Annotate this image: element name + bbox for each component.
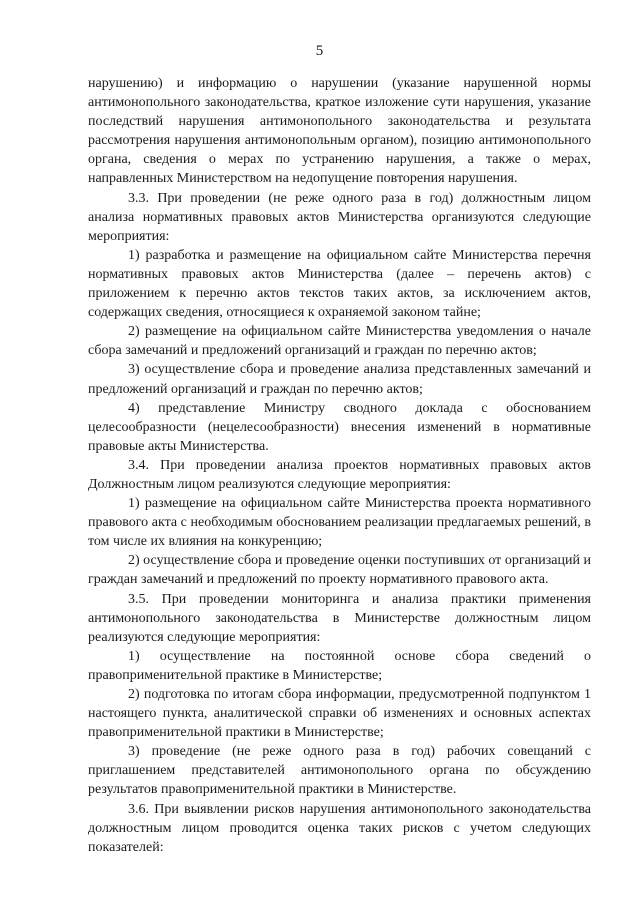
paragraph-3-3-item-4: 4) представление Министру сводного доклада с обоснованием целесообразности (нецелесообразности) внесения изменений в нормативные правовые акты Министерства. bbox=[88, 400, 591, 454]
document-body bbox=[88, 74, 591, 857]
paragraph-3-5-item-2: 2) подготовка по итогам сбора информации, предусмотренной подпунктом 1 настоящего пункта, аналитической справки об изменениях и основных аспектах правоприменительной практики в Министерстве; bbox=[88, 687, 591, 741]
paragraph-3-5-item-3: 3) проведение (не реже одного раза в год) рабочих совещаний с приглашением представителей антимонопольного органа по обсуждению результатов правоприменительной практики в Министерстве. bbox=[88, 744, 591, 798]
paragraph-3-3: 3.3. При проведении (не реже одного раза в год) должностным лицом анализа нормативных правовых актов Министерства организуются следующие мероприятия: bbox=[88, 190, 591, 244]
paragraph-3-3-item-2: 2) размещение на официальном сайте Министерства уведомления о начале сбора замечаний и предложений организаций и граждан по перечню актов; bbox=[88, 324, 591, 359]
page-number: 5 bbox=[315, 43, 324, 59]
paragraph-3-5: 3.5. При проведении мониторинга и анализа практики применения антимонопольного законодательства в Министерстве должностным лицом реализуются следующие мероприятия: bbox=[88, 591, 591, 645]
paragraph-violation-info-continued: нарушению) и информацию о нарушении (указание нарушенной нормы антимонопольного законодательства, краткое изложение сути нарушения, указание последствий нарушения антимонопольного законодательства и результата рассмотрения нарушения антимонопольным органом), позицию антимонопольного органа, сведения о мерах по устранению нарушения, а также о мерах, направленных Министерством на недопущение повторения нарушения. bbox=[88, 76, 591, 187]
paragraph-3-6: 3.6. При выявлении рисков нарушения антимонопольного законодательства должностным лицом проводится оценка таких рисков с учетом следующих показателей: bbox=[88, 801, 591, 855]
paragraph-3-4-item-1: 1) размещение на официальном сайте Министерства проекта нормативного правового акта с необходимым обоснованием реализации предлагаемых решений, в том числе их влияния на конкуренцию; bbox=[88, 496, 591, 550]
paragraph-3-4-item-2: 2) осуществление сбора и проведение оценки поступивших от организаций и граждан замечаний и предложений по проекту нормативного правового акта. bbox=[88, 553, 591, 588]
paragraph-3-3-item-1: 1) разработка и размещение на официальном сайте Министерства перечня нормативных правовых актов Министерства (далее – перечень актов) с приложением к перечню актов текстов таких актов, за исключением актов, содержащих сведения, относящиеся к охраняемой законом тайне; bbox=[88, 247, 591, 321]
paragraph-3-3-item-3: 3) осуществление сбора и проведение анализа представленных замечаний и предложений организаций и граждан по перечню актов; bbox=[88, 362, 591, 397]
paragraph-3-5-item-1: 1) осуществление на постоянной основе сбора сведений о правоприменительной практике в Министерстве; bbox=[88, 648, 591, 683]
paragraph-3-4: 3.4. При проведении анализа проектов нормативных правовых актов Должностным лицом реализуются следующие мероприятия: bbox=[88, 457, 591, 492]
